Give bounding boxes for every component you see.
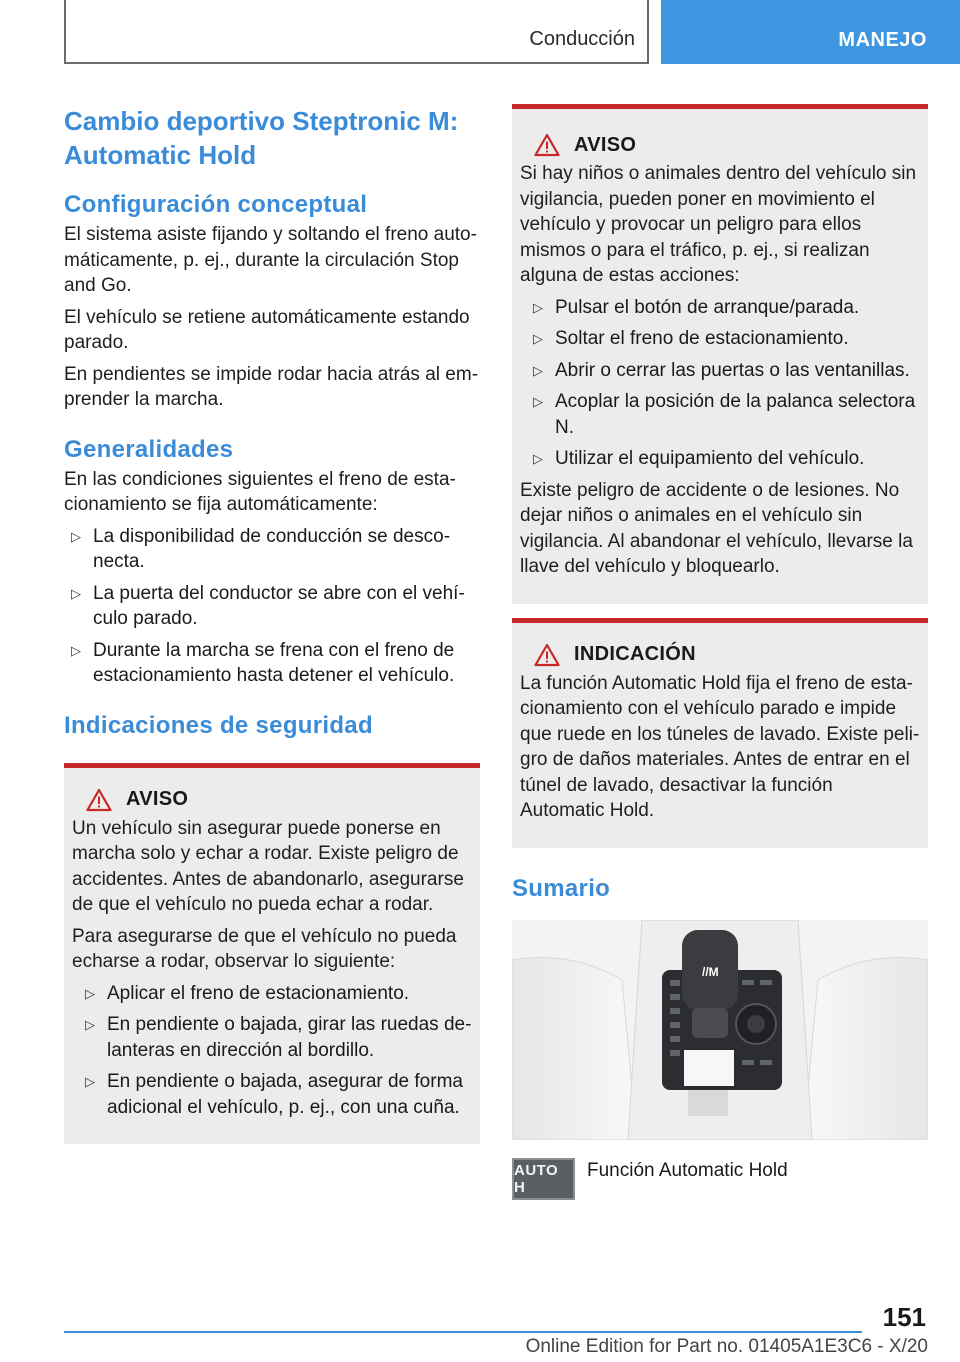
triangle-bullet-icon: ▷ [85,1074,95,1089]
list-item: ▷ Abrir o cerrar las puertas o las ventanillas. [526,358,920,384]
notice-label: INDICACIÓN [574,643,696,665]
auto-hold-legend [512,1158,928,1200]
header-chapter-label: MANEJO [838,29,927,51]
warning-triangle-icon [534,643,560,667]
auto-hold-button-icon: AUTO H [512,1158,575,1200]
warning-paragraph: Un vehículo sin asegurar puede ponerse en marcha solo y echar a rodar. Existe peligro de accidentes. Antes de abandonarlo, asegurarse de que el vehículo no pueda echar a rodar. [72,817,464,915]
triangle-bullet-icon: ▷ [533,331,543,346]
list-item: ▷ Pulsar el botón de arranque/parada. [526,295,920,321]
list-item: ▷ La puerta del conductor se abre con el vehículo parado. [71,582,465,629]
warning-list [526,295,920,472]
warning-list [78,981,472,1121]
svg-text://M: //M [702,964,719,979]
notice-title [520,643,920,667]
triangle-bullet-icon: ▷ [533,299,543,315]
triangle-bullet-icon: ▷ [85,985,95,1001]
warning-box [64,763,480,1145]
concept-paragraph: El sistema asiste fijando y soltando el freno automáticamente, p. ej., durante la circulación Stop and Go. [64,224,477,296]
warning-label: AVISO [126,788,189,810]
edition-footer: Online Edition for Part no. 01405A1E3C6 - X/20 [525,1336,928,1357]
left-column [64,104,480,1144]
list-item: ▷ La disponibilidad de conducción se desconecta. [71,525,451,572]
list-item: ▷ Aplicar el freno de estacionamiento. [78,981,472,1007]
warning-title [72,788,472,812]
list-item: ▷ Soltar el freno de estacionamiento. [526,326,920,352]
warning-label: AVISO [574,133,637,156]
warning-box [512,104,928,604]
page-number: 151 [882,1302,926,1332]
warning-paragraph: Para asegurarse de que el vehículo no pueda echarse a rodar, observar lo siguiente: [72,925,457,972]
concept-heading: Configuración conceptual [64,191,368,218]
page-title: Cambio deportivo Steptronic M: Automatic Hold [64,106,459,170]
warning-paragraph: Existe peligro de accidente o de lesiones. No dejar niños o animales en el vehículo sin vigilancia. Al abandonar el vehículo, llevarse la llave del vehículo y bloquearlo. [520,479,913,577]
triangle-bullet-icon: ▷ [71,585,81,601]
triangle-bullet-icon: ▷ [71,528,81,544]
warning-triangle-icon [86,788,112,812]
general-heading: Generalidades [64,435,234,463]
triangle-bullet-icon: ▷ [533,451,543,466]
list-item: ▷ En pendiente o bajada, asegurar de forma adicional el vehículo, p. ej., con una cuña. [85,1071,463,1118]
list-item: ▷ Durante la marcha se frena con el freno de estacionamiento hasta detener el vehículo. [71,639,455,686]
list-item: ▷ Utilizar el equipamiento del vehículo. [526,446,920,472]
concept-paragraph: El vehículo se retiene automáticamente estando parado. [64,306,470,353]
auto-hold-caption: Función Automatic Hold [587,1159,788,1181]
notice-box [512,618,928,848]
summary-heading: Sumario [512,874,611,902]
header-chapter-tab[interactable] [661,0,960,64]
triangle-bullet-icon: ▷ [533,362,543,378]
triangle-bullet-icon: ▷ [85,1017,95,1032]
notice-paragraph: La función Automatic Hold fija el freno de estacionamiento con el vehículo parado e impide que ruede en los túneles de lavado. Existe peligro de daños materiales. Antes de entrar en el túnel de lavado, desactivar la función Automatic Hold. [520,672,920,821]
header-section-title: Conducción [529,28,635,50]
general-intro: En las condiciones siguientes el freno de estacionamiento se fija automáticamente: [64,468,456,515]
page-header [0,0,960,64]
footer-divider [64,1331,862,1333]
warning-title [520,133,920,157]
triangle-bullet-icon: ▷ [71,642,81,658]
safety-heading: Indicaciones de seguridad [64,711,373,739]
warning-triangle-icon [534,133,560,157]
right-column [512,104,928,1200]
center-console-illustration [512,920,928,1140]
list-item: ▷ Acoplar la posición de la palanca selectora N. [533,391,916,438]
gear-selector-figure [512,920,928,1140]
triangle-bullet-icon: ▷ [533,394,543,409]
general-list [64,524,480,689]
list-item: ▷ En pendiente o bajada, girar las ruedas delanteras en dirección al bordillo. [85,1014,472,1061]
concept-paragraph: En pendientes se impide rodar hacia atrás al emprender la marcha. [64,363,479,410]
warning-paragraph: Si hay niños o animales dentro del vehículo sin vigilancia, pueden poner en movimiento el vehículo y provocar un peligro para ellos mismos o para el tráfico, p. ej., si realizan alguna de estas acciones: [520,163,917,286]
